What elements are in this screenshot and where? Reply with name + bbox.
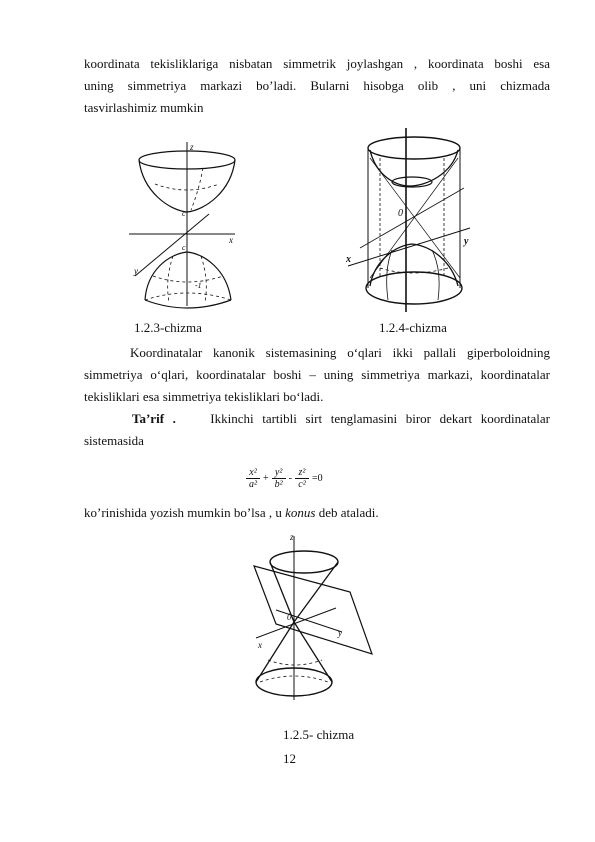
hyperboloid-symmetry-paragraph xyxy=(84,342,550,408)
frac-y-num: y² xyxy=(274,466,283,478)
page-number: 12 xyxy=(283,751,296,766)
symmetry-line-2: simmetriya o‘qlari, koordinatalar boshi – uning simmetriya markazi, koordinatalar xyxy=(84,367,550,382)
minus-sign: - xyxy=(288,472,292,484)
fig3-y-label: y xyxy=(338,628,342,638)
intro-line-1: koordinata tekisliklariga nisbatan simmetrik joylashgan , koordinata boshi esa xyxy=(84,56,550,71)
symmetry-line-1-text: Koordinatalar kanonik sistemasining o‘qlari ikki pallali giperboloidning xyxy=(130,345,550,360)
fig3-origin-label: 0 xyxy=(287,612,292,622)
symmetry-line-3: tekisliklari esa simmetriya tekisliklari bo‘ladi. xyxy=(84,389,324,404)
figure-cone-with-plane xyxy=(246,532,381,702)
frac-x-den: a² xyxy=(249,478,257,490)
fig2-x-label: x xyxy=(346,254,351,265)
figure-caption-1-2-3: 1.2.3-chizma xyxy=(134,320,202,335)
frac-x-num: x² xyxy=(249,466,257,478)
cone-text-after: deb ataladi. xyxy=(318,505,379,520)
frac-z-den: c² xyxy=(298,478,306,490)
figure-caption-1-2-4: 1.2.4-chizma xyxy=(379,320,447,335)
definition-line-1 xyxy=(84,408,550,430)
intro-line-2: uning simmetriya markazi bo’ladi. Bularni hisobga olib , uni chizmada xyxy=(84,78,550,93)
fraction-y xyxy=(272,467,286,490)
fig1-z-label: z xyxy=(190,142,194,152)
fig1-c-bottom-label: c xyxy=(182,243,186,252)
definition-label: Ta’rif . xyxy=(132,411,176,426)
definition-line-2: sistemasida xyxy=(84,433,144,448)
frac-z-num: z² xyxy=(298,466,306,478)
fig2-origin-label: 0 xyxy=(398,208,403,219)
fraction-z xyxy=(295,467,309,490)
fig1-x-label: x xyxy=(229,235,233,245)
figure-caption-1-2-5: 1.2.5- chizma xyxy=(283,727,355,742)
figure-hyperboloid-cylinder xyxy=(340,128,480,313)
symmetry-line-1 xyxy=(84,342,550,364)
figure-two-sheet-hyperboloid xyxy=(125,140,255,310)
cone-definition-line xyxy=(84,505,379,521)
cone-text-before: ko’rinishida yozish mumkin bo’lsa , u xyxy=(84,505,282,520)
frac-y-den: b² xyxy=(274,478,283,490)
fig3-z-label: z xyxy=(290,532,294,542)
intro-line-3: tasvirlashimiz mumkin xyxy=(84,100,204,115)
cone-term: konus xyxy=(285,505,316,520)
fig2-y-label: y xyxy=(464,236,469,247)
fig3-x-label: x xyxy=(258,640,262,650)
cone-equation xyxy=(246,458,323,498)
intro-paragraph xyxy=(84,53,550,119)
plus-sign: + xyxy=(263,472,269,484)
fig1-minus-c-label: -1 xyxy=(195,281,202,290)
fraction-x xyxy=(246,467,260,490)
fig1-y-label: y xyxy=(134,266,138,276)
fig1-c-top-label: c xyxy=(182,209,186,218)
definition-line-1-text: Ikkinchi tartibli sirt tenglamasini biror dekart koordinatalar xyxy=(210,411,550,426)
definition-paragraph xyxy=(84,408,550,452)
equals-zero: =0 xyxy=(311,472,323,484)
